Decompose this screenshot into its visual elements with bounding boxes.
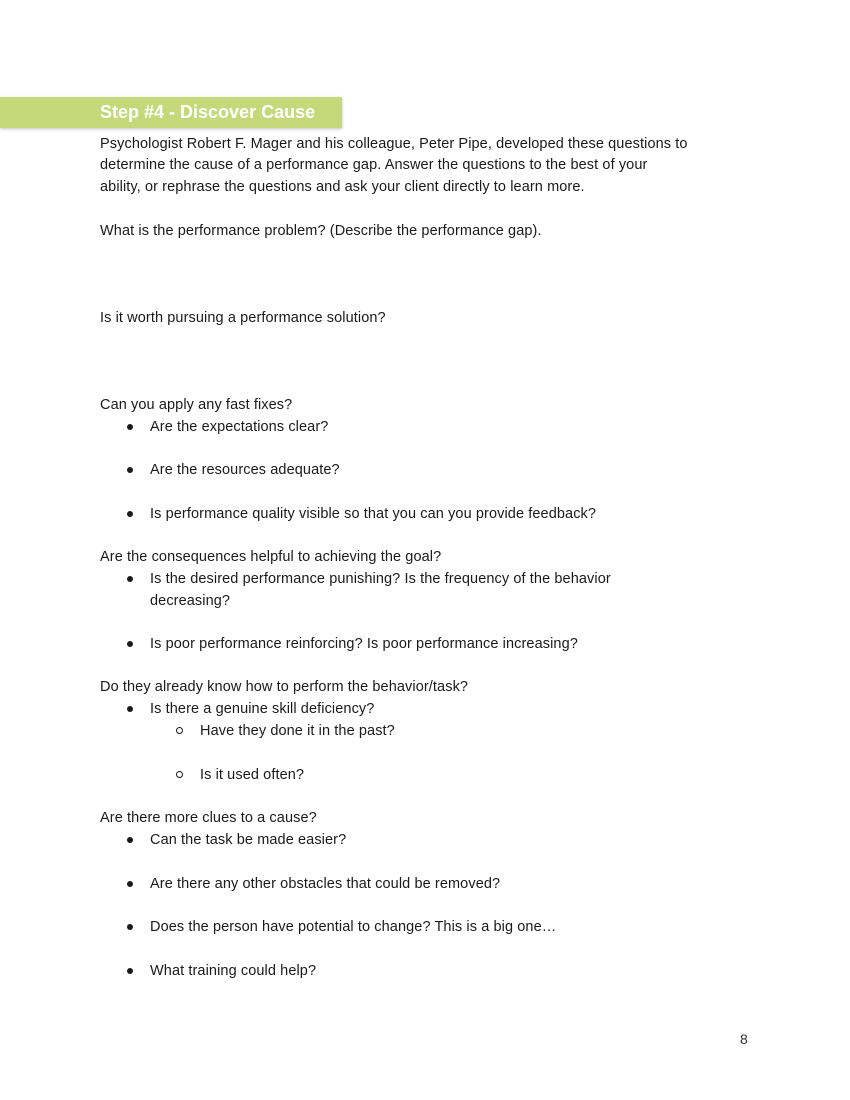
section-heading-banner: [0, 97, 342, 128]
sub-list-item: Is it used often?: [200, 767, 305, 783]
question-consequences: Are the consequences helpful to achieving the goal?: [100, 549, 442, 565]
question-fast-fixes: Can you apply any fast fixes?: [100, 397, 293, 413]
bullet-icon: [127, 706, 133, 712]
bullet-icon: [127, 424, 133, 430]
question-know-how: Do they already know how to perform the behavior/task?: [100, 679, 469, 695]
intro-line-3: ability, or rephrase the questions and ask your client directly to learn more.: [100, 179, 585, 195]
list-item: Can the task be made easier?: [150, 832, 347, 848]
list-item: Is there a genuine skill deficiency?: [150, 701, 375, 717]
bullet-icon: [127, 641, 133, 647]
list-item: Are the expectations clear?: [150, 419, 329, 435]
list-item: Is poor performance reinforcing? Is poor performance increasing?: [150, 636, 578, 652]
sub-bullet-icon: [176, 771, 183, 778]
list-item: Are the resources adequate?: [150, 462, 340, 478]
list-item: Does the person have potential to change? This is a big one…: [150, 919, 557, 935]
list-item: Is performance quality visible so that you can you provide feedback?: [150, 506, 597, 522]
question-more-clues: Are there more clues to a cause?: [100, 810, 317, 826]
sub-list-item: Have they done it in the past?: [200, 723, 395, 739]
bullet-icon: [127, 881, 133, 887]
sub-bullet-icon: [176, 727, 183, 734]
list-item: What training could help?: [150, 963, 317, 979]
bullet-icon: [127, 576, 133, 582]
question-performance-problem: What is the performance problem? (Describe the performance gap).: [100, 223, 542, 239]
list-item-continuation: decreasing?: [150, 593, 231, 609]
bullet-icon: [127, 924, 133, 930]
bullet-icon: [127, 968, 133, 974]
intro-line-2: determine the cause of a performance gap. Answer the questions to the best of your: [100, 157, 648, 173]
bullet-icon: [127, 467, 133, 473]
question-worth-pursuing: Is it worth pursuing a performance solution?: [100, 310, 386, 326]
list-item: Are there any other obstacles that could be removed?: [150, 876, 501, 892]
section-heading: Step #4 - Discover Cause: [100, 102, 316, 122]
page-number: 8: [740, 1031, 748, 1047]
intro-line-1: Psychologist Robert F. Mager and his colleague, Peter Pipe, developed these questions to: [100, 136, 688, 152]
list-item: Is the desired performance punishing? Is the frequency of the behavior: [150, 571, 611, 587]
bullet-icon: [127, 837, 133, 843]
bullet-icon: [127, 511, 133, 517]
